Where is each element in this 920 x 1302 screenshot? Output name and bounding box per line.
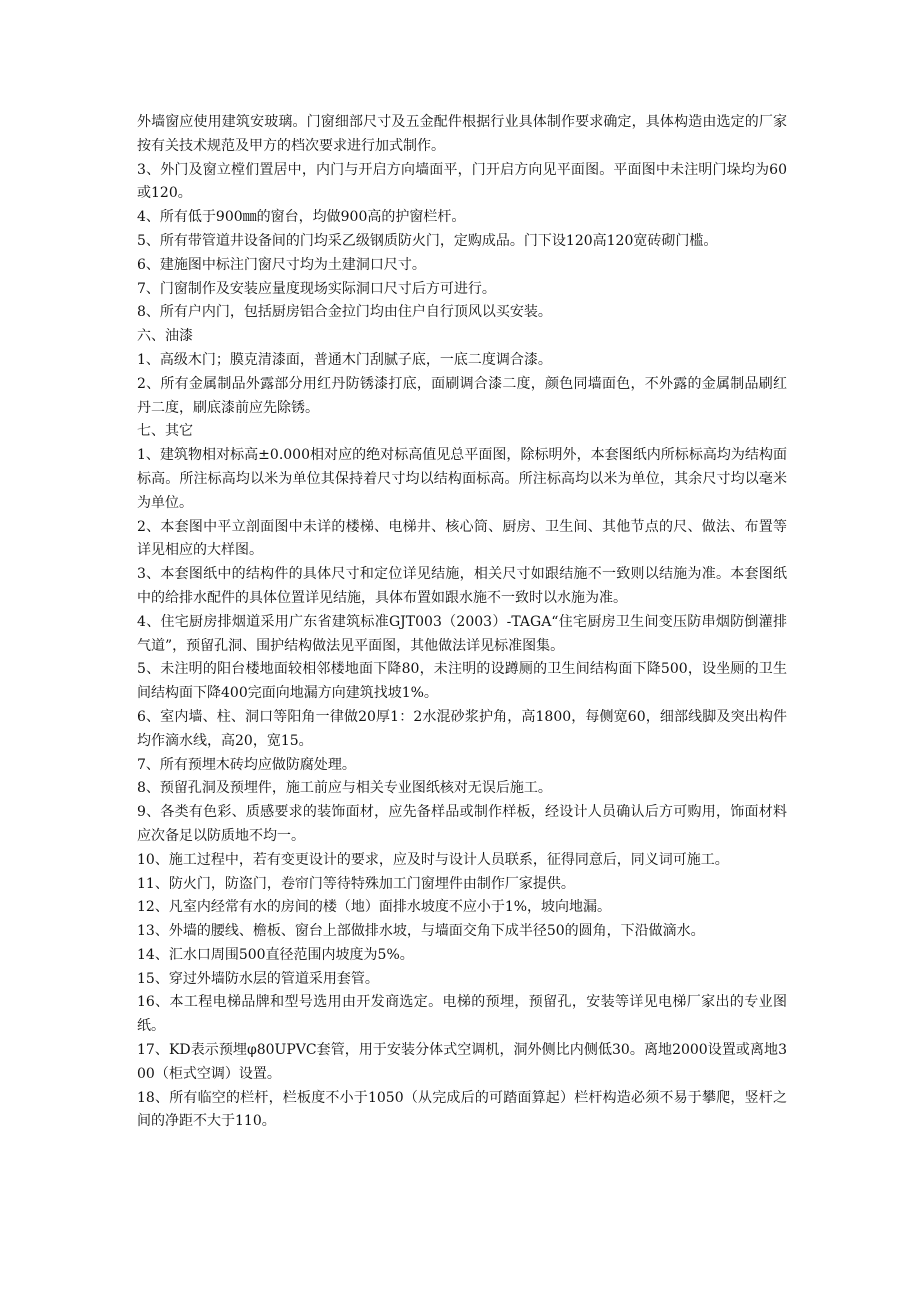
paragraph-metal-paint: 2、所有金属制品外露部分用红丹防锈漆打底，面刷调合漆二度，颜色同墙面色，不外露的金属制品刷红丹二度，刷底漆前应先除锈。 <box>137 375 787 416</box>
paragraph-outlet-slope: 14、汇水口周围500直径范围内坡度为5%。 <box>137 946 414 963</box>
section-heading-paint: 六、油漆 <box>137 328 193 345</box>
paragraph-corner-guard: 6、室内墙、柱、洞口等阳角一律做20厚1：2水混砂浆护角，高1800，每侧宽60，细部线脚及突出构件均作滴水线，高20，宽15。 <box>137 708 787 749</box>
paragraph-kitchen-flue: 4、住宅厨房排烟道采用广东省建筑标准GJT003（2003）-TAGA“住宅厨房卫生间变压防串烟防倒灌排气道”，预留孔洞、围护结构做法见平面图，其他做法详见标准图集。 <box>137 613 787 654</box>
paragraph-window-glass: 外墙窗应使用建筑安玻璃。门窗细部尺寸及五金配件根据行业具体制作要求确定，具体构造由选定的厂家按有关技术规范及甲方的档次要求进行加式制作。 <box>137 114 787 154</box>
paragraph-design-changes: 10、施工过程中，若有变更设计的要求，应及时与设计人员联系，征得同意后，同义词可施工。 <box>137 851 729 868</box>
paragraph-exterior-drip: 13、外墙的腰线、檐板、窗台上部做排水坡，与墙面交角下成半径50的圆角，下沿做滴水。 <box>137 923 705 940</box>
document-body <box>137 111 787 1134</box>
paragraph-special-doors: 11、防火门，防盗门，卷帘门等待特殊加工门窗埋件由制作厂家提供。 <box>137 875 575 892</box>
paragraph-embedded-parts: 8、预留孔洞及预埋件，施工前应与相关专业图纸核对无误后施工。 <box>137 780 552 797</box>
paragraph-detail-drawings: 2、本套图中平立剖面图中未详的楼梯、电梯井、核心筒、厨房、卫生间、其他节点的尺、做法、布置等详见相应的大样图。 <box>137 518 787 559</box>
paragraph-opening-size: 6、建施图中标注门窗尺寸均为土建洞口尺寸。 <box>137 256 426 273</box>
section-heading-other: 七、其它 <box>137 423 193 440</box>
paragraph-window-railing: 4、所有低于900㎜的窗台，均做900高的护窗栏杆。 <box>137 209 466 226</box>
paragraph-wood-brick: 7、所有预埋木砖均应做防腐处理。 <box>137 756 356 773</box>
paragraph-fire-door: 5、所有带管道井设备间的门均采乙级钢质防火门，定购成品。门下设120高120宽砖砌门槛。 <box>137 232 718 249</box>
paragraph-floor-drop: 5、未注明的阳台楼地面较相邻楼地面下降80，未注明的设蹲厕的卫生间结构面下降500，设坐厕的卫生间结构面下降400完面向地漏方向建筑找坡1%。 <box>137 661 787 702</box>
paragraph-finish-samples: 9、各类有色彩、质感要求的装饰面材，应先备样品或制作样板，经设计人员确认后方可购用，饰面材料应次备足以防质地不均一。 <box>137 804 787 844</box>
paragraph-door-frame: 3、外门及窗立樘们置居中，内门与开启方向墙面平，门开启方向见平面图。平面图中未注明门垛均为60或120。 <box>137 161 787 202</box>
paragraph-wood-door-paint: 1、高级木门；膜克清漆面，普通木门刮腻子底，一底二度调合漆。 <box>137 351 552 368</box>
paragraph-interior-doors: 8、所有户内门，包括厨房铝合金拉门均由住户自行顶风以买安装。 <box>137 304 552 321</box>
paragraph-elevator: 16、本工程电梯品牌和型号选用由开发商选定。电梯的预埋，预留孔，安装等详见电梯厂家出的专业图纸。 <box>137 994 787 1035</box>
paragraph-ac-sleeve: 17、KD表示预埋φ80UPVC套管，用于安装分体式空调机，洞外侧比内侧低30。离地2000设置或离地300（柜式空调）设置。 <box>137 1042 787 1082</box>
paragraph-structural-reference: 3、本套图纸中的结构件的具体尺寸和定位详见结施，相关尺寸如跟结施不一致则以结施为准。本套图纸中的给排水配件的具体位置详见结施，具体布置如跟水施不一致时以水施为准。 <box>137 566 787 606</box>
paragraph-elevation: 1、建筑物相对标高±0.000相对应的绝对标高值见总平面图，除标明外，本套图纸内所标标高均为结构面标高。所注标高均以米为单位其保持着尺寸均以结构面标高。所注标高均以米为单位，其余尺寸均以毫米为单位。 <box>137 447 787 511</box>
paragraph-railing-height: 18、所有临空的栏杆，栏板度不小于1050（从完成后的可踏面算起）栏杆构造必须不易于攀爬，竖杆之间的净距不大于110。 <box>137 1089 787 1130</box>
paragraph-drain-slope: 12、凡室内经常有水的房间的楼（地）面排水坡度不应小于1%，坡向地漏。 <box>137 899 612 916</box>
paragraph-pipe-sleeve: 15、穿过外墙防水层的管道采用套管。 <box>137 970 379 987</box>
paragraph-site-measure: 7、门窗制作及安装应量度现场实际洞口尺寸后方可进行。 <box>137 280 496 297</box>
